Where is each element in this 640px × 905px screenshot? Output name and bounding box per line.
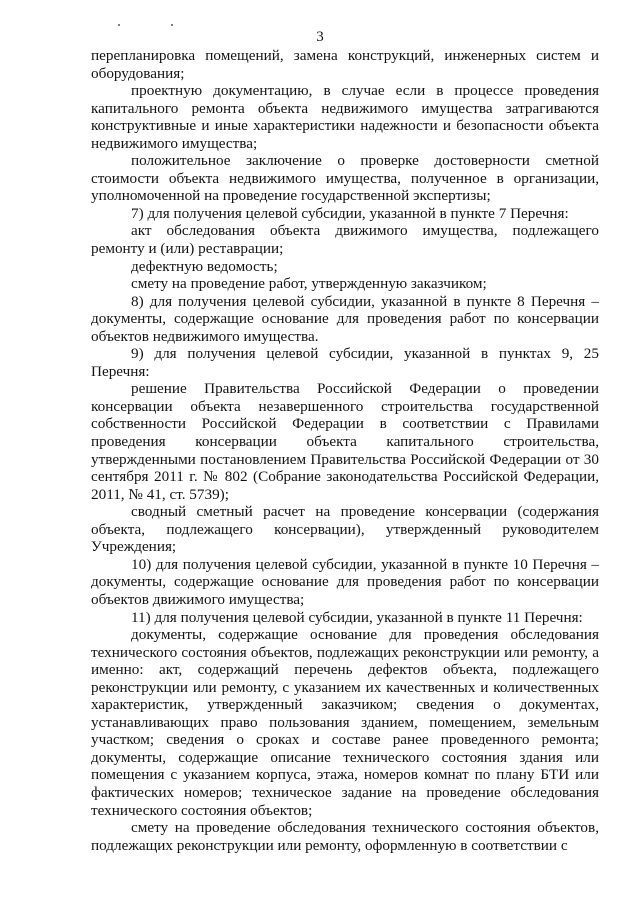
paragraph: 7) для получения целевой субсидии, указанной в пункте 7 Перечня: bbox=[131, 204, 569, 222]
paragraph: сводный сметный расчет на проведение консервации (содержания объекта, подлежащего консервации), утвержденный руководителем Учреждения; bbox=[91, 503, 599, 556]
paragraph: 9) для получения целевой субсидии, указанной в пунктах 9, 25 Перечня: bbox=[91, 345, 599, 380]
document-body bbox=[91, 47, 599, 854]
paragraph: 8) для получения целевой субсидии, указанной в пункте 8 Перечня – документы, содержащие основание для проведения работ по консервации объектов недвижимого имущества. bbox=[91, 292, 599, 345]
scan-speck bbox=[171, 24, 173, 26]
paragraph: проектную документацию, в случае если в процессе проведения капитального ремонта объекта недвижимого имущества затрагиваются конструктивные и иные характеристики надежности и безопасности объекта недвижимого имущества; bbox=[91, 82, 599, 152]
paragraph: решение Правительства Российской Федерации о проведении консервации объекта незавершенного строительства государственной собственности Российской Федерации в соответствии с Правилами проведения консервации объекта капитального строительства, утвержденными постановлением Правительства Российской Федерации от 30 сентября 2011 г. № 802 (Собрание законодательства Российской Федерации, 2011, № 41, ст. 5739); bbox=[91, 380, 599, 503]
page-number: 3 bbox=[316, 29, 324, 45]
scan-speck bbox=[118, 24, 120, 26]
paragraph: смету на проведение обследования технического состояния объектов, подлежащих реконструкции или ремонту, оформленную в соответствии с bbox=[91, 819, 599, 854]
paragraph: положительное заключение о проверке достоверности сметной стоимости объекта недвижимого имущества, полученное в организации, уполномоченной на проведение государственной экспертизы; bbox=[91, 152, 599, 205]
paragraph: 11) для получения целевой субсидии, указанной в пункте 11 Перечня: bbox=[131, 608, 583, 626]
paragraph: дефектную ведомость; bbox=[131, 257, 278, 275]
paragraph: перепланировка помещений, замена конструкций, инженерных систем и оборудования; bbox=[91, 47, 599, 82]
paragraph: 10) для получения целевой субсидии, указанной в пункте 10 Перечня – документы, содержащие основание для проведения работ по консервации объектов движимого имущества; bbox=[91, 555, 599, 608]
paragraph: документы, содержащие основание для проведения обследования технического состояния объектов, подлежащих реконструкции или ремонту, а именно: акт, содержащий перечень дефектов объекта, подлежащего реконструкции или ремонту, с указанием их качественных и количественных характеристик, утвержденный заказчиком; сведения о документах, устанавливающих право пользования зданием, помещением, земельным участком; сведения о сроках и составе ранее проведенного ремонта; документы, содержащие описание технического состояния здания или помещения с указанием корпуса, этажа, номеров комнат по плану БТИ или фактических номеров; техническое задание на проведение обследования технического состояния объектов; bbox=[91, 626, 599, 819]
paragraph: акт обследования объекта движимого имущества, подлежащего ремонту и (или) реставрации; bbox=[91, 222, 599, 258]
paragraph: смету на проведение работ, утвержденную заказчиком; bbox=[131, 275, 487, 293]
